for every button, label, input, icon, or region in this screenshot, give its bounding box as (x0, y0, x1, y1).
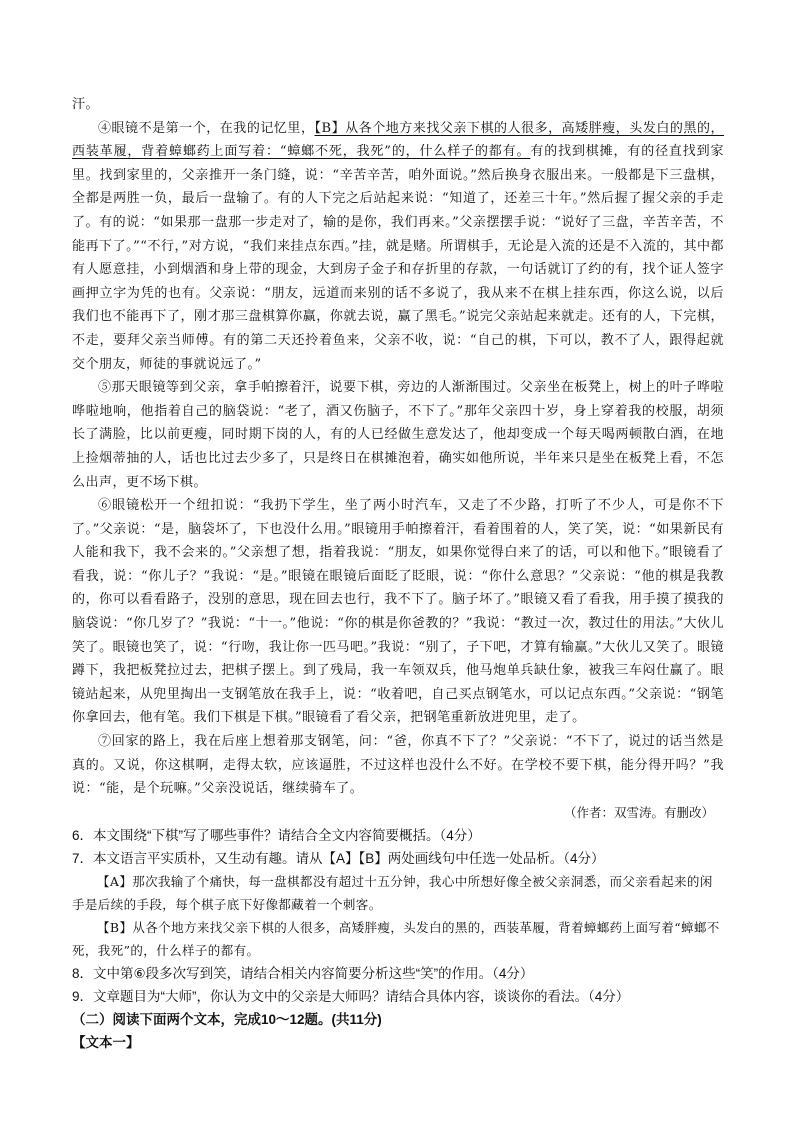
paragraph-p0: 汗。 (72, 97, 100, 112)
paragraph-4-rest: 有的找到棋摊，有的径直找到家里。找到家里的，父亲推开一条门缝，说：“辛苦辛苦，咱外面说。”然后换身衣服出来。一般都是下三盘棋，全都是两胜一负，最后一盘输了。有的人下完之后站起来说：“知道了，还差三十年。”然后握了握父亲的手走了。有的说：“如果那一盘那一步走对了，输的是你，我们再来。”父亲摆摆手说：“说好了三盘，辛苦辛苦，不能再下了。”“不行，”对方说，“我们来挂点东西。”挂，就是赌。所谓棋手，无论是入流的还是不入流的，其中都有人愿意挂，小到烟酒和身上带的现金，大到房子金子和存折里的存款，一句话就订了约的有，找个证人签字画押立字为凭的也有。父亲说：“朋友，远道而来别的话不多说了，我从来不在棋上挂东西，你这么说，以后我们也不能再下了，刚才那三盘棋算你赢，你就去说，赢了黑毛。”说完父亲站起来就走。还有的人，下完棋，不走，要拜父亲当师傅。有的第二天还拎着鱼来，父亲不收，说：“自己的棋，下可以，教不了人，跟得起就交个朋友，师徒的事就说远了。” (72, 144, 724, 372)
paragraph-7: ⑦回家的路上，我在后座上想着那支钢笔，问：“爸，你真不下了？”父亲说：“不下了，说过的话当然是真的。又说，你这棋啊，走得太软，应该逼胜，不过这样也没什么不好。在学校不要下棋，能分得开吗？”我说：“能，是个玩嘛。”父亲没说话，继续骑车了。 (72, 734, 724, 797)
question-7-option-a: 【A】那次我输了个痛快，每一盘棋都没有超过十五分钟，我心中所想好像全被父亲洞悉，而父亲看起来的闲手是后续的手段，每个棋子底下好像都藏着一个刺客。 (72, 873, 713, 912)
paragraph-5: ⑤那天眼镜等到父亲，拿手帕擦着汗，说要下棋，旁边的人渐渐围过。父亲坐在板凳上，树上的叶子哗啦哗啦地响，他指着自己的脑袋说：“老了，酒又伤脑子，不下了。”那年父亲四十岁，身上穿着我的校服，胡须长了满脸，比以前更瘦，同时期下岗的人，有的人已经做生意发达了，他却变成一个每天喝两顿散白酒，在地上捡烟蒂抽的人，话也比过去少多了，只是终日在棋摊泡着，确实如他所说，半年来只是坐在板凳上看，不怎么出声，更不场下棋。 (72, 380, 724, 490)
section-2-heading: （二）阅读下面两个文本，完成10～12题。(共11分) (72, 1011, 382, 1027)
question-9: 9．文章题目为“大师”，你认为文中的父亲是大师吗？请结合具体内容，谈谈你的看法。（4分） (72, 988, 630, 1004)
paragraph-4 (72, 117, 724, 377)
author-credit: （作者：双雪涛。有删改） (563, 804, 714, 820)
text-one-label: 【文本一】 (72, 1034, 140, 1050)
paragraph-6: ⑥眼镜松开一个纽扣说：“我扔下学生，坐了两小时汽车，又走了不少路，打听了不少人，可是你不下了。”父亲说：“是，脑袋坏了，下也没什么用。”眼镜用手帕擦着汗，看着围着的人，笑了笑，说：“如果新民有人能和我下，我不会来的。”父亲想了想，指着我说：“朋友，如果你觉得白来了的话，可以和他下。”眼镜看了看我，说：“你儿子？”我说：“是。”眼镜在眼镜后面眨了眨眼，说：“你什么意思？”父亲说：“他的棋是我教的，你可以看看路子，没别的意思，现在回去也行，我不下了。脑子坏了。”眼镜又看了看我，用手摸了摸我的脑袋说：“你几岁了？”我说：“十一。”他说：“你的棋是你爸教的？”我说：“教过一次，教过仕的用法。”大伙儿笑了。眼镜也笑了，说：“行吻，我让你一匹马吧。”我说：“别了，子下吧，才算有输赢。”大伙儿又笑了。眼镜蹲下，我把板凳拉过去，把棋子摆上。到了残局，我一车领双兵，他马炮单兵缺仕象，被我三车闷仕赢了。眼镜站起来，从兜里掏出一支钢笔放在我手上，说：“收着吧，自己买点钢笔水，可以记点东西。”父亲说：“钢笔你拿回去，他有笔。我们下棋是下棋。”眼镜看了看父亲，把钢笔重新放进兜里，走了。 (72, 498, 724, 726)
paragraph-4-prefix: ④眼镜不是第一个，在我的记忆里， (98, 120, 315, 136)
question-8: 8．文中第⑥段多次写到笑，请结合相关内容简要分析这些“笑”的作用。（4分） (72, 965, 534, 981)
underlined-sentence-b: 【B】从各个地方来找父亲下棋的人很多，高矮胖瘦，头发白的黑的，西装革履，背着蟑螂药上面写着：“蟑螂不死，我死”的，什么样子的都有。 (72, 120, 724, 160)
question-7-option-b: 【B】从各个地方来找父亲下棋的人很多，高矮胖瘦，头发白的黑的，西装革履，背着蟑螂药上面写着“蟑螂不死，我死”的，什么样子的都有。 (72, 919, 720, 958)
exam-page (72, 93, 724, 1054)
question-6: 6．本文围绕“下棋”写了哪些事件？请结合全文内容简要概括。（4分） (72, 827, 481, 843)
question-7: 7．本文语言平实质朴，又生动有趣。请从【A】【B】两处画线句中任选一处品析。（4分） (72, 850, 605, 866)
